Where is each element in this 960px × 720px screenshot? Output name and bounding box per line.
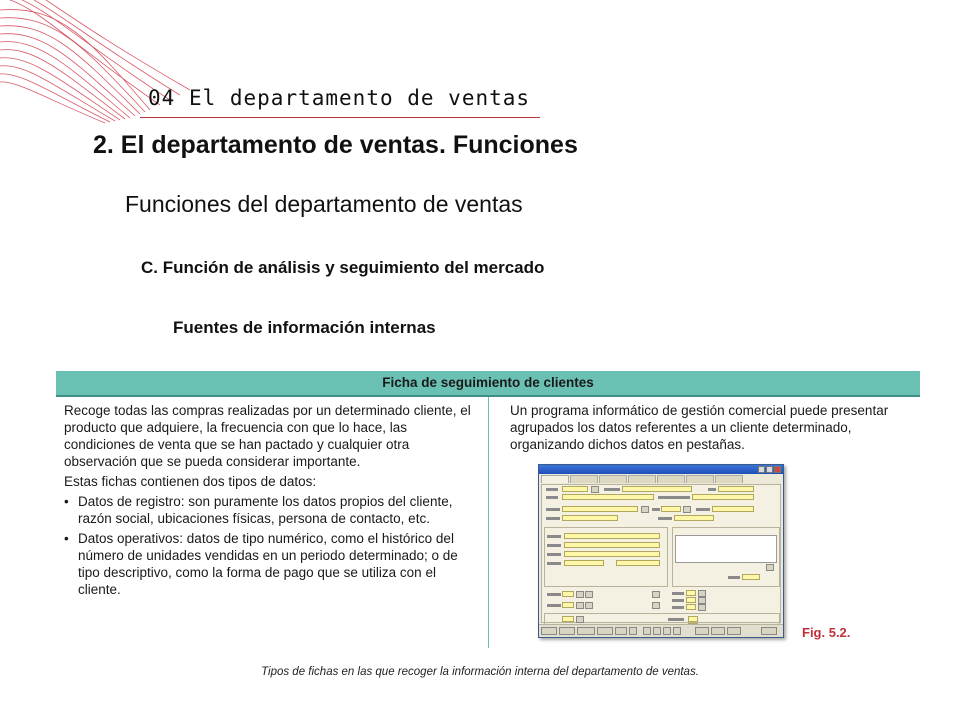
tab-datos <box>541 475 569 483</box>
window-tabs <box>539 474 783 483</box>
company-field <box>562 494 654 500</box>
phone-field <box>712 506 754 512</box>
tab <box>628 475 656 483</box>
tab <box>570 475 598 483</box>
window-titlebar <box>539 465 783 474</box>
tab <box>599 475 627 483</box>
tab <box>657 475 685 483</box>
tab <box>686 475 714 483</box>
info-table <box>56 371 920 648</box>
name-field <box>622 486 692 492</box>
table-left-column <box>56 397 488 648</box>
chapter-underline <box>140 117 540 118</box>
table-header: Ficha de seguimiento de clientes <box>56 371 920 397</box>
chapter-number: 04 <box>148 86 176 110</box>
list-item: • Datos operativos: datos de tipo numérico, como el histórico del número de unidades vendidas en un periodo determinado; o de tipo descriptivo, como la forma de pago que se utiliza con el cliente. <box>64 530 482 598</box>
left-paragraph-2: Estas fichas contienen dos tipos de datos: <box>64 474 317 489</box>
nif-field <box>718 486 754 492</box>
close-icon <box>774 466 781 473</box>
contact-field <box>692 494 754 500</box>
postal-code-field <box>661 506 681 512</box>
page-title: 2. El departamento de ventas. Funciones <box>93 131 578 159</box>
list-item: • Datos de registro: son puramente los datos propios del cliente, razón social, ubicaciones físicas, persona de contacto, etc. <box>64 493 482 527</box>
client-management-screenshot <box>538 464 784 638</box>
town-field <box>562 515 618 521</box>
left-paragraph-1: Recoge todas las compras realizadas por un determinado cliente, el producto que adquiere, la frecuencia con que lo hace, las condiciones de venta que se han pactado y cualquier otra observación que se pueda considerar importante. <box>64 403 471 469</box>
figure-label: Fig. 5.2. <box>802 625 851 640</box>
chapter-title: El departamento de ventas <box>188 86 531 110</box>
figure-caption: Tipos de fichas en las que recoger la información interna del departamento de ventas. <box>261 666 699 678</box>
maximize-icon <box>766 466 773 473</box>
page-subtitle: Funciones del departamento de ventas <box>125 191 523 217</box>
right-paragraph: Un programa informático de gestión comercial puede presentar agrupados los datos referentes a un cliente determinado, organizando dichos datos en pestañas. <box>510 403 889 452</box>
chapter-heading <box>148 86 530 110</box>
minimize-icon <box>758 466 765 473</box>
window-statusbar <box>539 624 783 637</box>
tab <box>715 475 743 483</box>
data-types-list <box>64 493 482 598</box>
code-field <box>562 486 588 492</box>
form-body <box>541 484 781 623</box>
address-field <box>562 506 638 512</box>
subsection-heading: Fuentes de información internas <box>173 318 436 337</box>
section-heading: C. Función de análisis y seguimiento del mercado <box>141 258 545 277</box>
activities-grid <box>675 535 777 563</box>
province-field <box>674 515 714 521</box>
